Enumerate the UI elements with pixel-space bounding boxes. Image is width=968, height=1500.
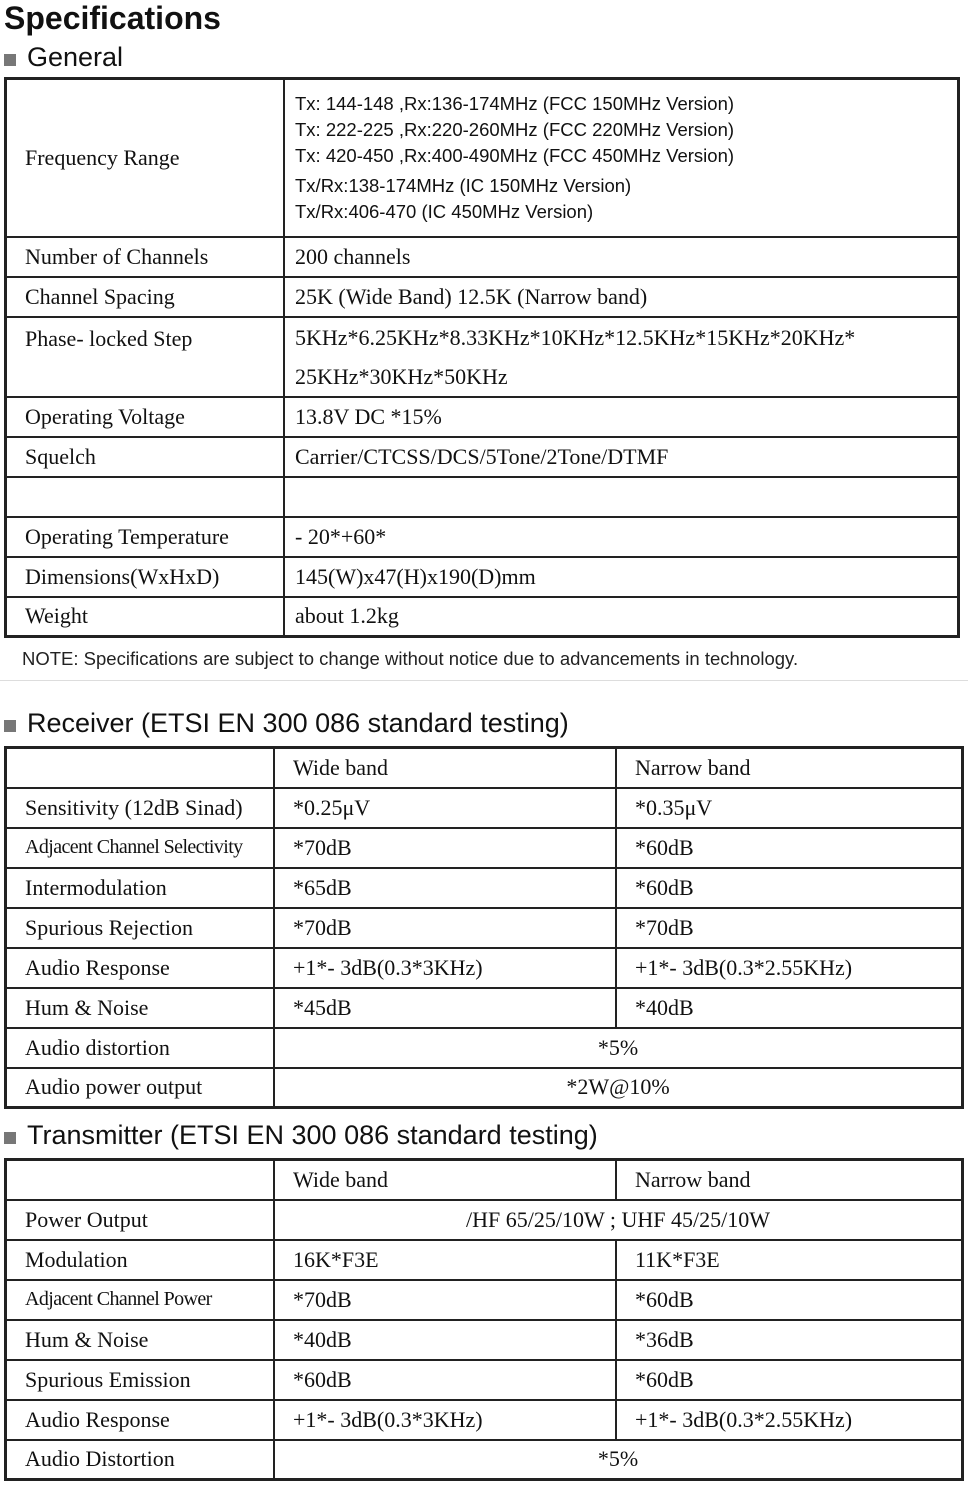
spec-label: Channel Spacing bbox=[6, 277, 285, 317]
table-row bbox=[6, 988, 963, 1028]
spec-label: Operating Temperature bbox=[6, 517, 285, 557]
spec-value: Carrier/CTCSS/DCS/5Tone/2Tone/DTMF bbox=[284, 437, 959, 477]
spec-value: 13.8V DC *15% bbox=[284, 397, 959, 437]
section-general-title: General bbox=[27, 42, 124, 72]
spec-label: Adjacent Channel Selectivity bbox=[6, 828, 275, 868]
wide-value: *65dB bbox=[274, 868, 616, 908]
narrow-value: +1*- 3dB(0.3*2.55KHz) bbox=[616, 1400, 963, 1440]
table-row bbox=[6, 237, 959, 277]
narrow-value: *60dB bbox=[616, 1360, 963, 1400]
table-row bbox=[6, 79, 959, 237]
narrow-value: 11K*F3E bbox=[616, 1240, 963, 1280]
spec-label: Squelch bbox=[6, 437, 285, 477]
spec-label: Audio Response bbox=[6, 1400, 275, 1440]
wide-value: 16K*F3E bbox=[274, 1240, 616, 1280]
spec-label: Number of Channels bbox=[6, 237, 285, 277]
table-row bbox=[6, 1400, 963, 1440]
table-row bbox=[6, 1240, 963, 1280]
header-narrow-band: Narrow band bbox=[616, 1160, 963, 1200]
table-row bbox=[6, 477, 959, 517]
transmitter-spec-table bbox=[4, 1158, 964, 1481]
narrow-value: *60dB bbox=[616, 868, 963, 908]
narrow-value: *70dB bbox=[616, 908, 963, 948]
frequency-range-value bbox=[284, 79, 959, 237]
narrow-value: *60dB bbox=[616, 1280, 963, 1320]
spec-label: Hum & Noise bbox=[6, 988, 275, 1028]
spec-label: Adjacent Channel Power bbox=[6, 1280, 275, 1320]
merged-value: *2W@10% bbox=[274, 1068, 963, 1108]
frequency-line: Tx: 144-148 ,Rx:136-174MHz (FCC 150MHz Version) bbox=[295, 92, 735, 114]
bullet-icon bbox=[4, 1132, 16, 1144]
merged-value: /HF 65/25/10W ; UHF 45/25/10W bbox=[274, 1200, 963, 1240]
spec-value bbox=[284, 477, 959, 517]
spec-label: Audio distortion bbox=[6, 1028, 275, 1068]
section-receiver-title: Receiver (ETSI EN 300 086 standard testing) bbox=[27, 708, 569, 738]
table-row bbox=[6, 1440, 963, 1480]
table-row bbox=[6, 1360, 963, 1400]
header-cell bbox=[6, 748, 275, 788]
spec-label: Spurious Rejection bbox=[6, 908, 275, 948]
spec-value bbox=[284, 317, 959, 397]
spec-label: Modulation bbox=[6, 1240, 275, 1280]
narrow-value: *40dB bbox=[616, 988, 963, 1028]
table-row bbox=[6, 517, 959, 557]
merged-value: *5% bbox=[274, 1440, 963, 1480]
table-row bbox=[6, 1028, 963, 1068]
table-row bbox=[6, 277, 959, 317]
specifications-note: NOTE: Specifications are subject to change without notice due to advancements in technology. bbox=[22, 648, 799, 669]
spec-value: 200 channels bbox=[284, 237, 959, 277]
spec-label: Phase- locked Step bbox=[6, 317, 285, 397]
section-general-heading bbox=[4, 42, 123, 73]
spec-label: Spurious Emission bbox=[6, 1360, 275, 1400]
spec-value: about 1.2kg bbox=[284, 597, 959, 637]
table-row bbox=[6, 597, 959, 637]
spec-label: Audio Distortion bbox=[6, 1440, 275, 1480]
table-row bbox=[6, 317, 959, 397]
section-transmitter-title: Transmitter (ETSI EN 300 086 standard testing) bbox=[27, 1120, 598, 1150]
bullet-icon bbox=[4, 720, 16, 732]
table-row bbox=[6, 1280, 963, 1320]
wide-value: *60dB bbox=[274, 1360, 616, 1400]
wide-value: *0.25μV bbox=[274, 788, 616, 828]
header-wide-band: Wide band bbox=[274, 748, 616, 788]
narrow-value: *60dB bbox=[616, 828, 963, 868]
frequency-line: Tx/Rx:406-470 (IC 450MHz Version) bbox=[295, 200, 594, 222]
spec-value: - 20*+60* bbox=[284, 517, 959, 557]
narrow-value: *0.35μV bbox=[616, 788, 963, 828]
table-row bbox=[6, 397, 959, 437]
spec-label: Power Output bbox=[6, 1200, 275, 1240]
frequency-line: Tx: 222-225 ,Rx:220-260MHz (FCC 220MHz Version) bbox=[295, 118, 735, 140]
narrow-value: *36dB bbox=[616, 1320, 963, 1360]
frequency-range-label: Frequency Range bbox=[6, 79, 285, 237]
wide-value: +1*- 3dB(0.3*3KHz) bbox=[274, 1400, 616, 1440]
table-row bbox=[6, 437, 959, 477]
table-row bbox=[6, 1068, 963, 1108]
page-title: Specifications bbox=[4, 0, 221, 36]
table-row bbox=[6, 1320, 963, 1360]
wide-value: *70dB bbox=[274, 1280, 616, 1320]
spec-label bbox=[6, 477, 285, 517]
table-row bbox=[6, 788, 963, 828]
wide-value: *70dB bbox=[274, 908, 616, 948]
spec-value: 145(W)x47(H)x190(D)mm bbox=[284, 557, 959, 597]
section-transmitter-heading bbox=[4, 1120, 598, 1151]
wide-value: *45dB bbox=[274, 988, 616, 1028]
spec-label: Audio Response bbox=[6, 948, 275, 988]
receiver-spec-table bbox=[4, 746, 964, 1109]
wide-value: +1*- 3dB(0.3*3KHz) bbox=[274, 948, 616, 988]
section-divider bbox=[0, 680, 968, 707]
narrow-value: +1*- 3dB(0.3*2.55KHz) bbox=[616, 948, 963, 988]
table-row bbox=[6, 908, 963, 948]
table-row bbox=[6, 948, 963, 988]
phase-step-line: 5KHz*6.25KHz*8.33KHz*10KHz*12.5KHz*15KHz*20KHz* bbox=[295, 324, 856, 350]
wide-value: *40dB bbox=[274, 1320, 616, 1360]
section-receiver-heading bbox=[4, 708, 569, 739]
spec-label: Dimensions(WxHxD) bbox=[6, 557, 285, 597]
frequency-line: Tx/Rx:138-174MHz (IC 150MHz Version) bbox=[295, 174, 632, 196]
spec-label: Hum & Noise bbox=[6, 1320, 275, 1360]
phase-step-line: 25KHz*30KHz*50KHz bbox=[295, 363, 508, 389]
table-row bbox=[6, 868, 963, 908]
frequency-line: Tx: 420-450 ,Rx:400-490MHz (FCC 450MHz Version) bbox=[295, 144, 735, 166]
table-row bbox=[6, 828, 963, 868]
spec-label: Sensitivity (12dB Sinad) bbox=[6, 788, 275, 828]
table-header-row bbox=[6, 1160, 963, 1200]
spec-value: 25K (Wide Band) 12.5K (Narrow band) bbox=[284, 277, 959, 317]
header-narrow-band: Narrow band bbox=[616, 748, 963, 788]
header-cell bbox=[6, 1160, 275, 1200]
table-row bbox=[6, 557, 959, 597]
spec-label: Intermodulation bbox=[6, 868, 275, 908]
header-wide-band: Wide band bbox=[274, 1160, 616, 1200]
general-spec-table bbox=[4, 77, 960, 638]
wide-value: *70dB bbox=[274, 828, 616, 868]
spec-label: Operating Voltage bbox=[6, 397, 285, 437]
table-header-row bbox=[6, 748, 963, 788]
spec-label: Weight bbox=[6, 597, 285, 637]
merged-value: *5% bbox=[274, 1028, 963, 1068]
table-row bbox=[6, 1200, 963, 1240]
spec-label: Audio power output bbox=[6, 1068, 275, 1108]
bullet-icon bbox=[4, 54, 16, 66]
